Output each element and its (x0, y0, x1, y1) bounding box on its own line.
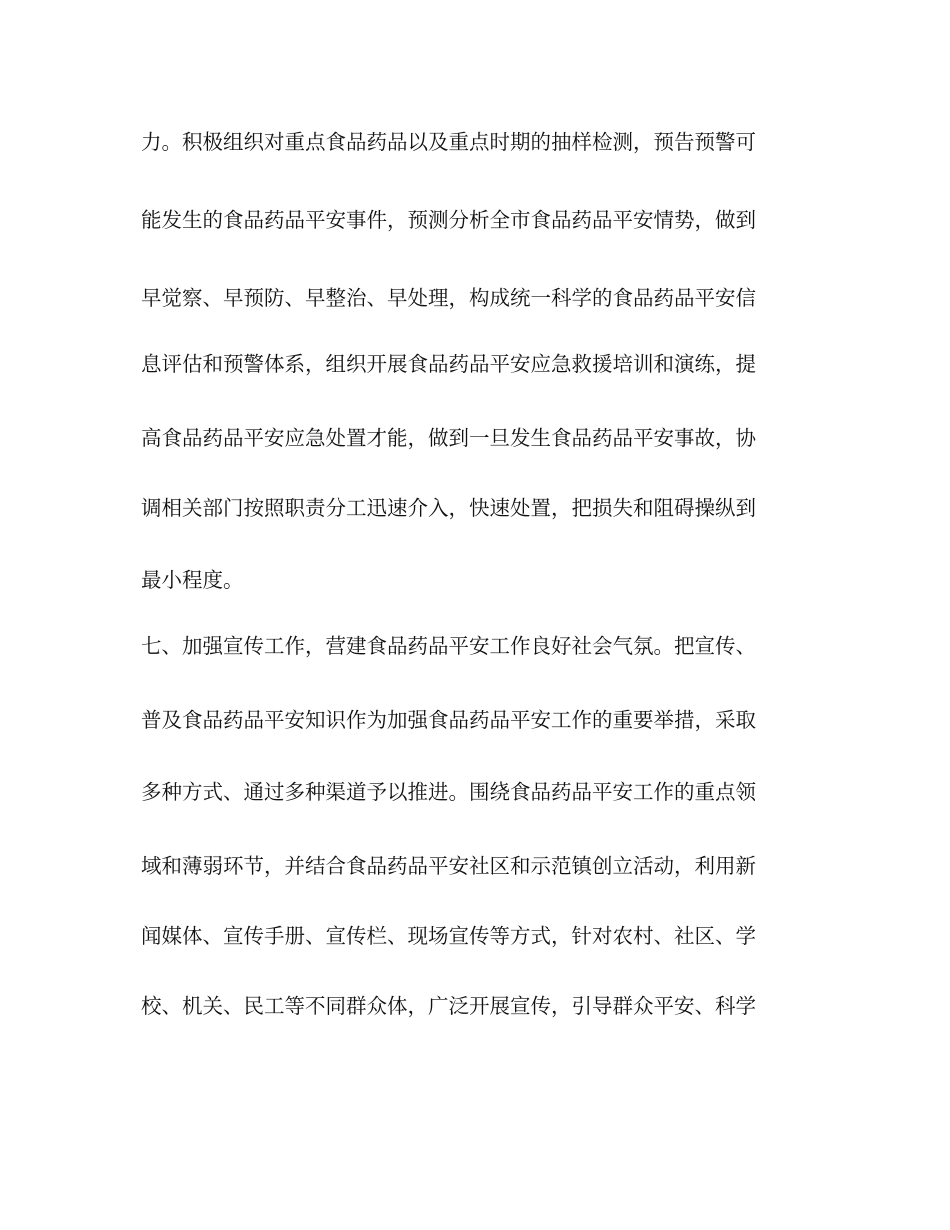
text-line: 闻媒体、宣传手册、宣传栏、现场宣传等方式，针对农村、社区、学 (141, 924, 756, 948)
text-line: 力。积极组织对重点食品药品以及重点时期的抽样检测，预告预警可 (141, 130, 756, 154)
text-line: 域和薄弱环节，并结合食品药品平安社区和示范镇创立活动，利用新 (141, 854, 756, 878)
text-line: 息评估和预警体系，组织开展食品药品平安应急救援培训和演练，提 (141, 352, 756, 376)
text-line: 调相关部门按照职责分工迅速介入，快速处置，把损失和阻碍操纵到 (141, 496, 756, 520)
text-line: 早觉察、早预防、早整治、早处理，构成统一科学的食品药品平安信 (141, 286, 756, 310)
text-line: 校、机关、民工等不同群众体，广泛开展宣传，引导群众平安、科学 (141, 994, 756, 1018)
text-line: 普及食品药品平安知识作为加强食品药品平安工作的重要举措，采取 (141, 708, 756, 732)
text-line: 高食品药品平安应急处置才能，做到一旦发生食品药品平安事故，协 (141, 426, 756, 450)
text-line: 最小程度。 (141, 568, 244, 592)
text-line: 多种方式、通过多种渠道予以推进。围绕食品药品平安工作的重点领 (141, 780, 756, 804)
text-line: 能发生的食品药品平安事件，预测分析全市食品药品平安情势，做到 (141, 208, 756, 232)
section-heading-line: 七、加强宣传工作，营建食品药品平安工作良好社会气氛。把宣传、 (141, 634, 756, 658)
